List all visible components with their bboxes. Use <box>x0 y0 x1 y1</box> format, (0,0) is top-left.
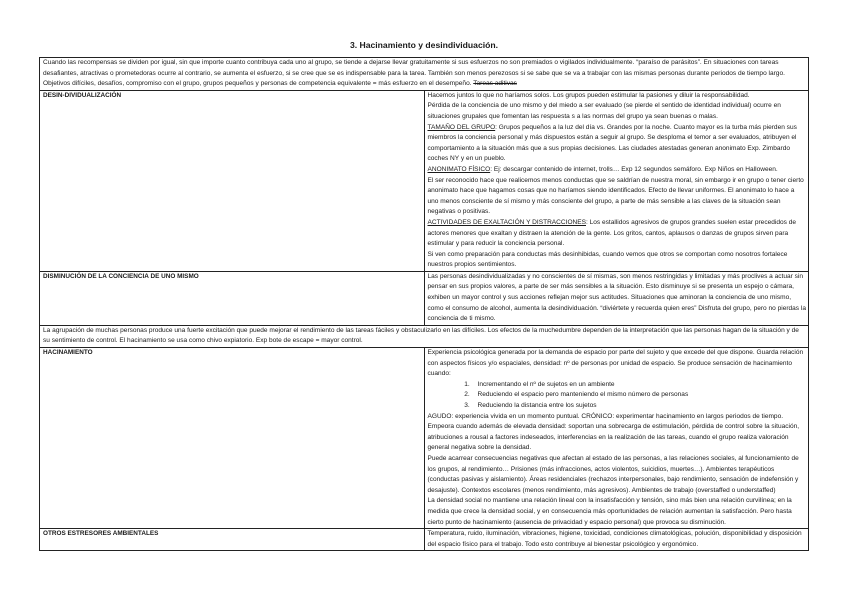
paragraph: El ser reconocido hace que realicemos menos conductas que se saldrían de nuestra moral, sin embargo ir en grupo o tener cierto anonimato hace que hagamos cosas que no haríamos siendo identificados. Efecto de llevar uniformes. El anonimato lo hace a uno menos consciente de sí mismo y más consciente del grupo, a parte de más sensible a las claves de la situación sean negativas o positivas. <box>427 176 804 216</box>
paragraph <box>428 165 807 176</box>
paragraph: Hacemos juntos lo que no haríamos solos. Los grupos pueden estimular la pasiones y diluir la responsabilidad. <box>427 91 750 99</box>
subheading: ANONIMATO FÍSICO <box>427 165 491 173</box>
hacinamiento-content <box>424 348 809 529</box>
disminucion-content: Las personas desindividualizadas y no conscientes de sí mismas, son menos restringidas y limitadas y más proclives a actuar sin pensar en sus propios valores, a parte de ser más sensibles a la situación. Esto disminuye si se presenta un espejo o cámara, exhiben un mayor control y sus acciones reflejan mejor sus actitudes. Situaciones que aminoran la conciencia de uno mismo, como el consumo de alcohol, aumenta la desindividuación. “diviértete y recuerda quien eres” Disfruta del grupo, pero no pierdas la conciencia de ti mismo. <box>424 271 809 325</box>
hacinamiento-label: HACINAMIENTO <box>40 348 425 529</box>
paragraph-text: : Los estallidos agresivos de grupos grandes suelen estar precedidos de actores menores que exaltan y distraen la atención de la gente. Los gritos, cantos, aplausos o danzas de grupos sirven para estimular y para reducir la conciencia personal. <box>427 218 796 248</box>
paragraph: Si ven como preparación para conductas más desinhibidas, cuando vemos que otros se comportan como nosotros fortalece nuestros propios sentimientos. <box>427 250 788 269</box>
paragraph: Pérdida de la conciencia de uno mismo y del miedo a ser evaluado (se pierde el sentido de identidad individual) ocurre en situaciones grupales que fomentan las respuesta s a las normas del grupo ya sean buenas o malas. <box>427 102 781 120</box>
otros-content: Temperatura, ruido, iluminación, vibraciones, higiene, toxicidad, condiciones climatológicas, polución, disponibilidad y disposición del espacio físico para el trabajo. Todo esto contribuye al bienestar psicológico y ergonómico. <box>424 529 809 551</box>
otros-label: OTROS ESTRESORES AMBIENTALES <box>40 529 425 551</box>
paragraph <box>428 218 807 250</box>
paragraph-text: : Grupos pequeños a la luz del día vs. Grandes por la noche. Cuanto mayor es la turba más pierden sus miembros la conciencia personal y más dispuestos están a seguir al grupo. Se desploma el temor a ser evaluados, atribuyen el comportamiento a la situación más que a sus propias decisiones. Las ciudades atestadas generan anonimato Exp. Zimbardo coches NY y en un pueblo. <box>427 123 797 163</box>
struck-text: Tareas aditivas <box>473 80 517 88</box>
paragraph: Puede acarrear consecuencias negativas que afectan al estado de las personas, a las relaciones sociales, al funcionamiento de los grupos, al rendimiento… Prisiones (más infracciones, actos violentos, suicidios, muertes…). Ambientes terapéuticos (conductas pasivas y aislamiento). Áreas residenciales (rechazos interpersonales, bajo rendimiento, sensación de indefensión y desajuste). Contextos escolares (menos rendimiento, más agresivos). Ambientes de trabajo (overstaffed o understaffed) <box>427 454 799 494</box>
paragraph: Experiencia psicológica generada por la demanda de espacio por parte del sujeto y que excede del que dispone. Guarda relación con aspectos físicos y/o espaciales, densidad: nº de personas por unidad de espacio. Se produce sensación de hacinamiento cuando: <box>427 349 804 378</box>
subheading: TAMAÑO DEL GRUPO <box>427 123 496 131</box>
intro-cell <box>40 58 809 91</box>
table-row <box>40 348 809 529</box>
paragraph: AGUDO: experiencia vivida en un momento puntual. CRÓNICO: experimentar hacinamiento en largos periodos de tiempo. Empeora cuando además de elevada densidad: soportan una sobrecarga de estimulación, pérdida de control sobre la situación, atribuciones a rousal a factores indeseados, interferencias en la realización de las tareas, cuando el grupo realiza valoración general negativa sobre la densidad. <box>427 412 800 452</box>
table-row <box>40 271 809 325</box>
desindividualizacion-content <box>424 90 809 271</box>
list-item: 2. Reduciendo el espacio pero manteniendo el mismo número de personas <box>472 390 807 401</box>
desindividualizacion-label: DESIN-DIVIDUALIZACIÓN <box>40 90 425 271</box>
disminucion-label: DISMINUCIÓN DE LA CONCIENCIA DE UNO MISMO <box>40 271 425 325</box>
conditions-list <box>428 380 807 412</box>
table-row <box>40 90 809 271</box>
intro-text: Cuando las recompensas se dividen por igual, sin que importe cuanto contribuya cada uno al grupo, se tiende a dejarse llevar gratuitamente si sus esfuerzos no son premiados o vigilados individualmente. “paraíso de parásitos”. En situaciones con tareas desafiantes, atractivas o prometedoras ocurre al contrario, se aumenta el esfuerzo, si se cree que se es indispensable para la tarea. También son menos perezosos si se sabe que se va a trabajar con las mismas personas durante periodos de tiempo largo. Objetivos difíciles, desafíos, compromiso con el grupo, grupos pequeños y personas de competencia equivalente = más esfuerzo en el desempeño. <box>43 59 785 88</box>
subheading: ACTIVIDADES DE EXALTACIÓN Y DISTRACCIONES <box>427 218 586 226</box>
document-title: 3. Hacinamiento y desindividuación. <box>349 40 499 50</box>
agrupacion-cell: La agrupación de muchas personas produce una fuerte excitación que puede mejorar el rendimiento de las tareas fáciles y obstaculizarlo en las difíciles. Los efectos de la muchedumbre dependen de la interpretación que las personas hagan de la situación y de su sentimiento de control. El hacinamiento se usa como chivo expiatorio. Exp bote de escape = mayor control. <box>40 325 809 347</box>
notes-table <box>39 57 809 551</box>
paragraph: La densidad social no mantiene una relación lineal con la insatisfacción y tensión, sino más bien una relación curvilínea; en la medida que crece la densidad social, y en consecuencia más oportunidades de relación aumentan la satisfacción. Pero hasta cierto punto de hacinamiento (ausencia de privacidad y espacio personal) que provoca su disminución. <box>427 497 792 526</box>
list-item: 1. Incrementando el nº de sujetos en un ambiente <box>472 380 807 391</box>
table-row <box>40 325 809 347</box>
list-item: 3. Reduciendo la distancia entre los sujetos <box>472 401 807 412</box>
table-row <box>40 529 809 551</box>
paragraph <box>428 123 807 165</box>
paragraph-text: : Ej: descargar contenido de internet, trolls… Exp 12 segundos semáforo. Exp Niños en Halloween. <box>490 165 778 173</box>
table-row <box>40 58 809 91</box>
